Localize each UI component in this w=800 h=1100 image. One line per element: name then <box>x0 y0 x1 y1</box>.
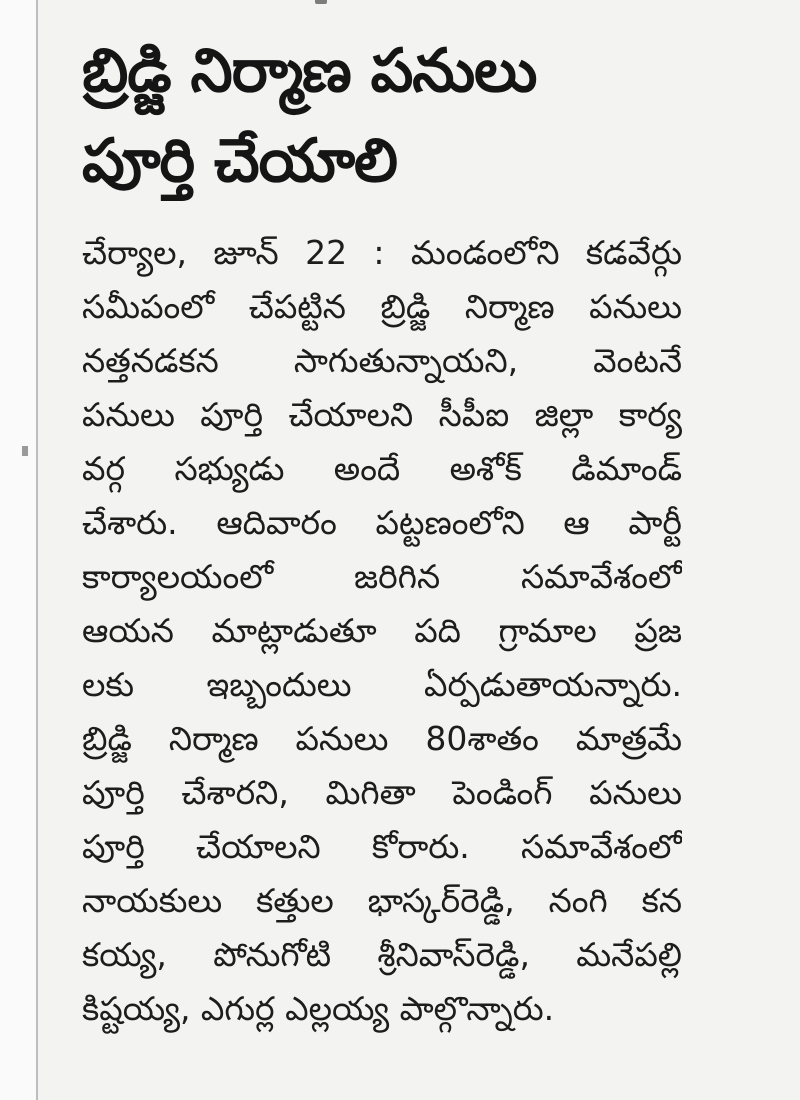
body-line: చేశారు. ఆదివారం పట్టణంలోని ఆ పార్టీ <box>82 503 682 542</box>
body-line: లకు ఇబ్బందులు ఏర్పడుతాయన్నారు. <box>82 665 682 704</box>
body-line: పూర్తి చేశారని, మిగితా పెండింగ్ పనులు <box>82 773 682 812</box>
body-line-last: కిష్టయ్య, ఎగుర్ల ఎల్లయ్య పాల్గొన్నారు. <box>82 989 555 1028</box>
news-article <box>82 26 682 1036</box>
body-line: సమీపంలో చేపట్టిన బ్రిడ్జి నిర్మాణ పనులు <box>82 287 682 326</box>
headline-line-1: బ్రిడ్జి నిర్మాణ పనులు <box>82 36 537 106</box>
clipping-top-mark <box>315 0 327 4</box>
body-line: నత్తనడకన సాగుతున్నాయని, వెంటనే <box>82 341 682 380</box>
body-line: ఆయన మాట్లాడుతూ పది గ్రామాల ప్రజ <box>82 611 682 650</box>
body-line: కార్యాలయంలో జరిగిన సమావేశంలో <box>82 557 682 596</box>
article-headline <box>82 26 682 206</box>
left-margin <box>0 0 36 1100</box>
body-line: చేర్యాల, జూన్ 22 : మండంలోని కడవేర్గు <box>82 233 682 272</box>
body-line: పనులు పూర్తి చేయాలని సీపీఐ జిల్లా కార్య <box>82 395 682 434</box>
column-divider <box>36 0 38 1100</box>
body-line: బ్రిడ్జి నిర్మాణ పనులు 80శాతం మాత్రమే <box>82 719 682 758</box>
clipping-side-mark <box>22 446 28 456</box>
body-line: వర్గ సభ్యుడు అందే అశోక్ డిమాండ్ <box>82 449 682 488</box>
body-line: నాయకులు కత్తుల భాస్కర్‌రెడ్డి, నంగి కన <box>82 881 682 920</box>
body-line: పూర్తి చేయాలని కోరారు. సమావేశంలో <box>82 827 682 866</box>
headline-line-2: పూర్తి చేయాలి <box>82 126 398 196</box>
article-body <box>82 226 682 1036</box>
body-line: కయ్య, పోనుగోటి శ్రీనివాస్‌రెడ్డి, మనేపల్లి <box>82 935 682 974</box>
